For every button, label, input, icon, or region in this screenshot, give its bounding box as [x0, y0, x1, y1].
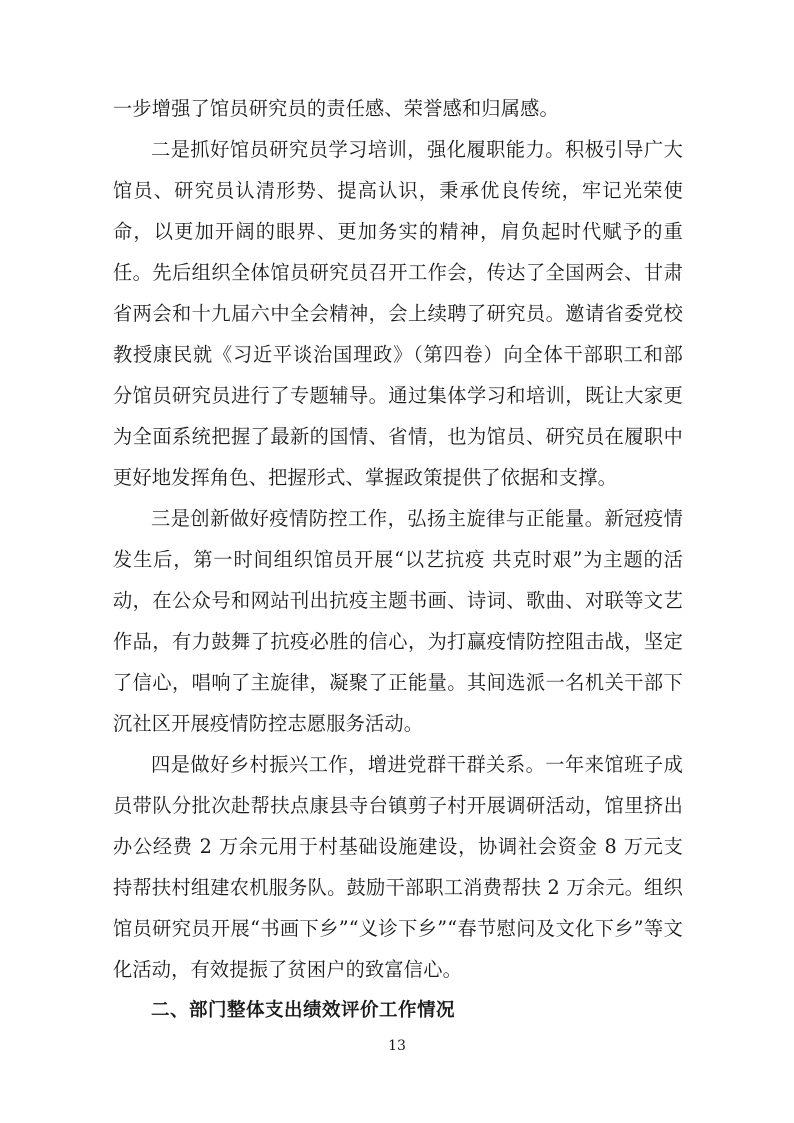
paragraph-item-two: 二是抓好馆员研究员学习培训，强化履职能力。积极引导广大馆员、研究员认清形势、提高认识，秉承优良传统，牢记光荣使命，以更加开阔的眼界、更加务实的精神，肩负起时代赋予的重任。先后组织全体馆员研究员召开工作会，传达了全国两会、甘肃省两会和十九届六中全会精神，会上续聘了研究员。邀请省委党校教授康民就《习近平谈治国理政》（第四卷）向全体干部职工和部分馆员研究员进行了专题辅导。通过集体学习和培训，既让大家更为全面系统把握了最新的国情、省情，也为馆员、研究员在履职中更好地发挥角色、把握形式、掌握政策提供了依据和支撑。: [113, 138, 683, 489]
paragraph-continuation: 一步增强了馆员研究员的责任感、荣誉感和归属感。: [113, 97, 559, 120]
paragraph-item-three: 三是创新做好疫情防控工作，弘扬主旋律与正能量。新冠疫情发生后，第一时间组织馆员开展“以艺抗疫 共克时艰”为主题的活动，在公众号和网站刊出抗疫主题书画、诗词、歌曲、对联等文艺作品，有力鼓舞了抗疫必胜的信心，为打赢疫情防控阻击战，坚定了信心，唱响了主旋律，凝聚了正能量。其间选派一名机关干部下沉社区开展疫情防控志愿服务活动。: [113, 507, 683, 735]
paragraph-item-four: 四是做好乡村振兴工作，增进党群干群关系。一年来馆班子成员带队分批次赴帮扶点康县寺台镇剪子村开展调研活动，馆里挤出办公经费 2 万余元用于村基础设施建设，协调社会资金 8 万元支持帮扶村组建农机服务队。鼓励干部职工消费帮扶 2 万余元。组织馆员研究员开展“书画下乡”“义诊下乡”“春节慰问及文化下乡”等文化活动，有效提振了贫困户的致富信心。: [113, 753, 683, 981]
section-heading-two: 二、部门整体支出绩效评价工作情况: [151, 1000, 456, 1021]
page-number: 13: [388, 1038, 406, 1054]
page-content: [113, 88, 683, 1031]
